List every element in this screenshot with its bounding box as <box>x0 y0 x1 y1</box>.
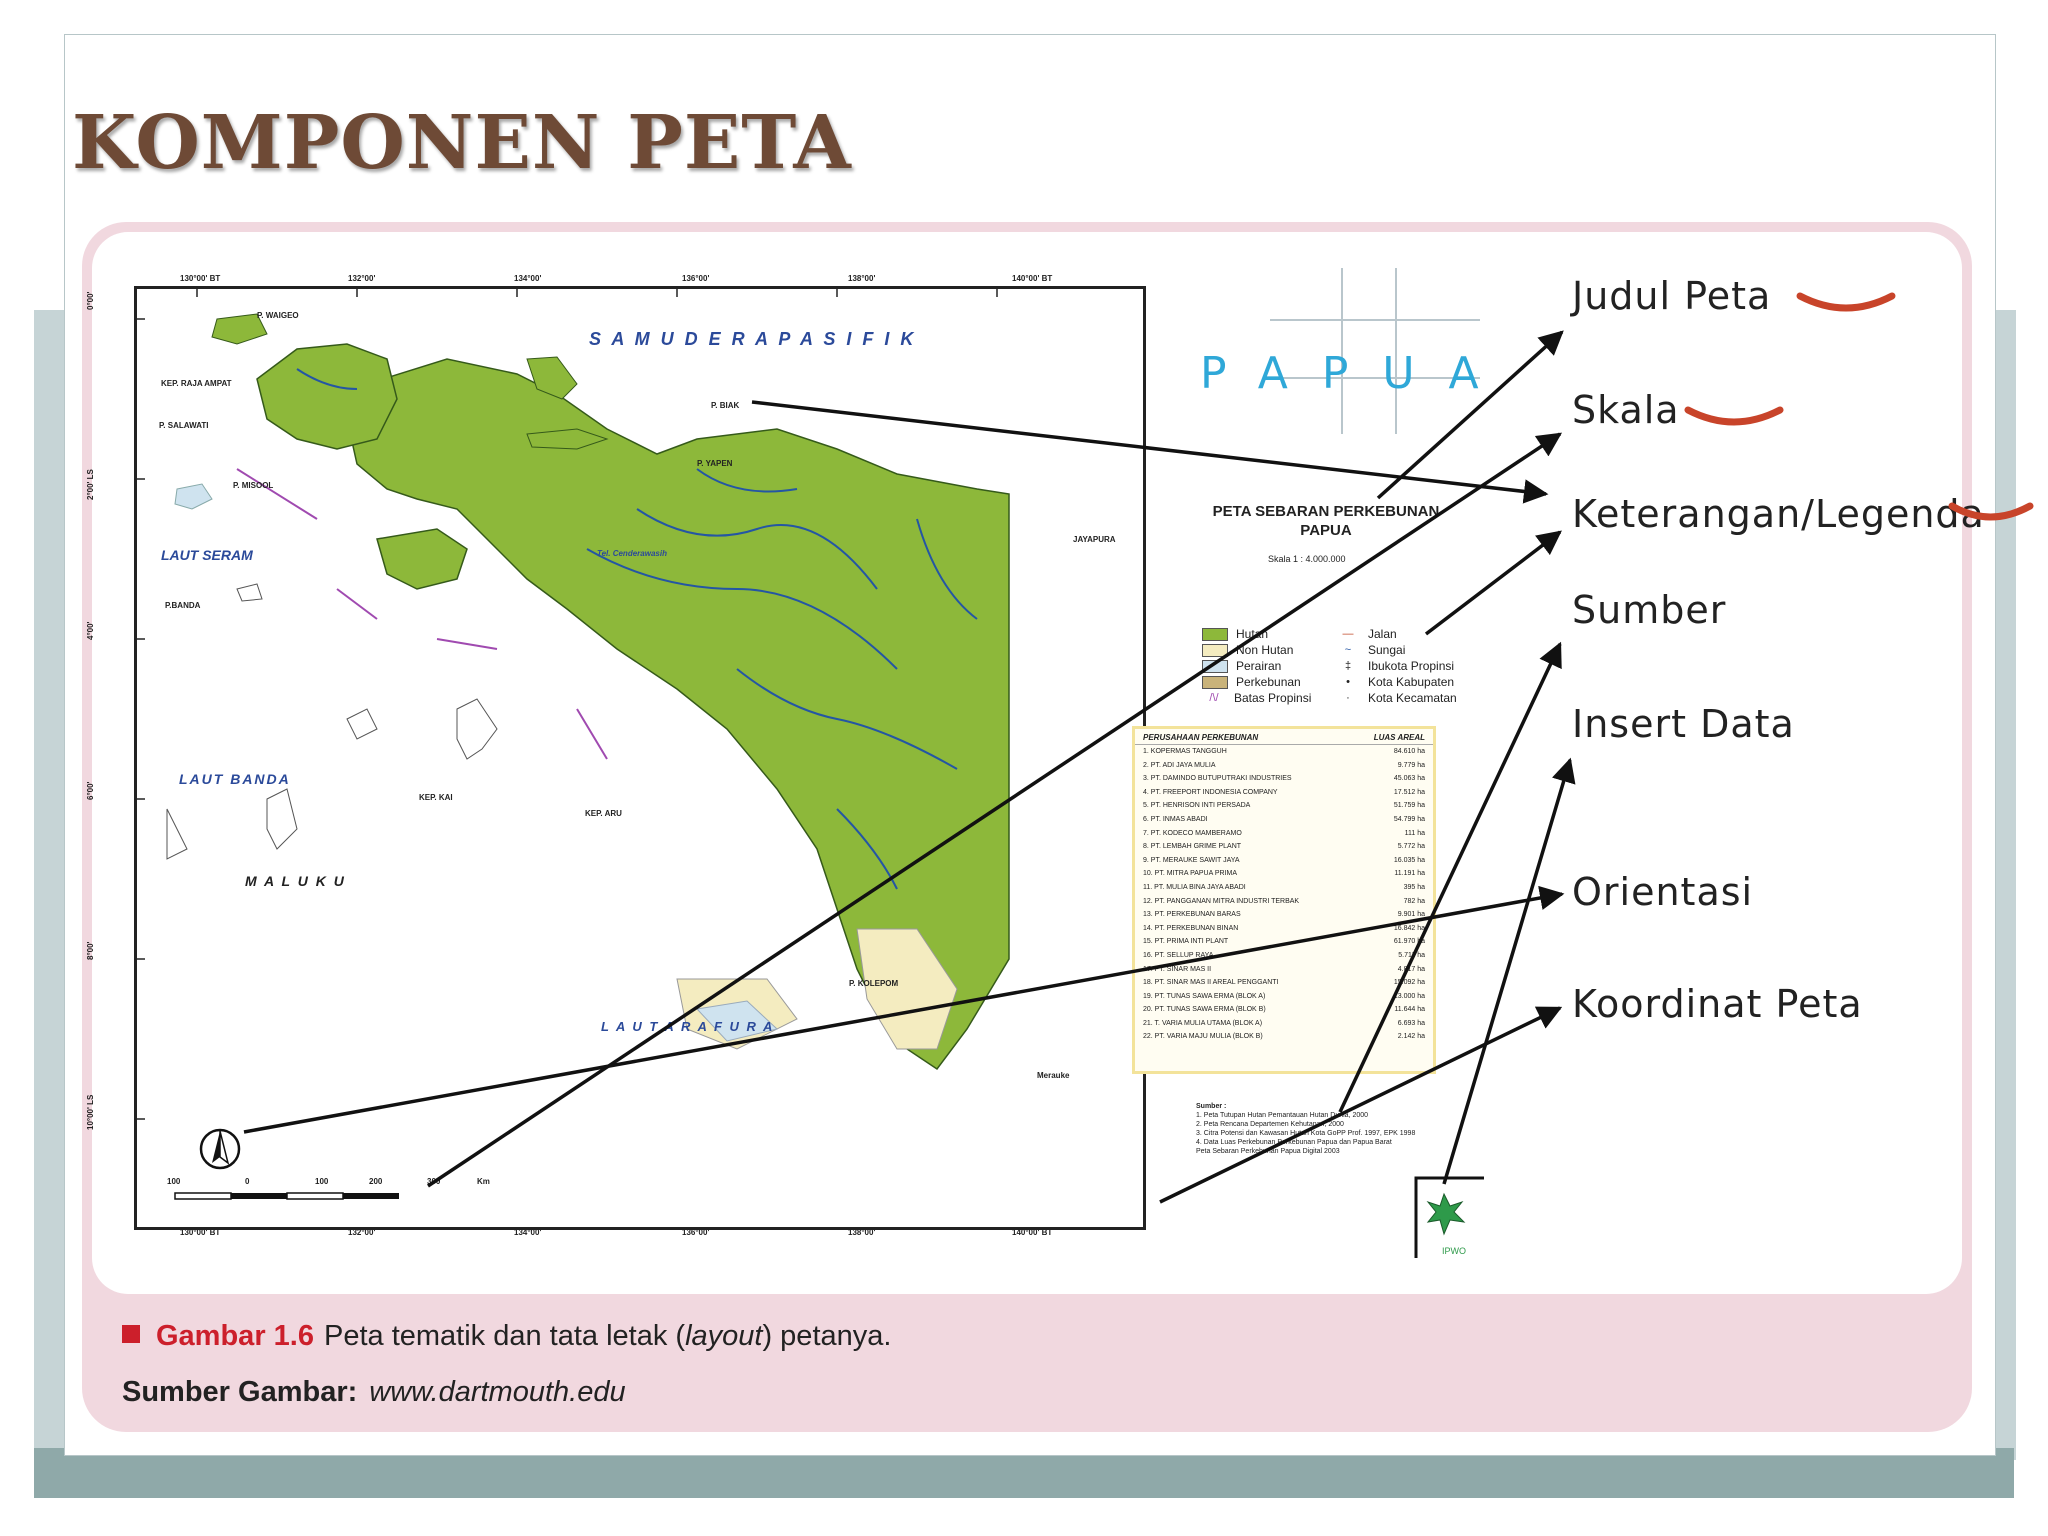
source-label: Sumber Gambar: <box>122 1376 358 1408</box>
scale-tick-0: 100 <box>167 1177 181 1186</box>
legend-item: Perairan <box>1202 658 1311 674</box>
scale-bar <box>175 1193 399 1199</box>
source-line: 1. Peta Tutupan Hutan Pemantauan Hutan Dunia, 2000 <box>1196 1112 1369 1119</box>
legend-item: Non Hutan <box>1202 642 1311 658</box>
table-header: PERUSAHAAN PERKEBUNAN LUAS AREAL <box>1135 729 1433 745</box>
map-drawing <box>137 289 1143 1227</box>
bottom-tick-4: 138°00' <box>848 1228 876 1237</box>
legend-item: Hutan <box>1202 626 1311 642</box>
table-row: 2. PT. ADI JAYA MULIA 9.779 ha <box>1143 761 1425 769</box>
table-row: 19. PT. TUNAS SAWA ERMA (BLOK A) 13.000 ha <box>1143 992 1425 1000</box>
caption-figure-number: Gambar 1.6 <box>156 1320 314 1352</box>
map-label-laut-seram: LAUT SERAM <box>161 547 253 563</box>
caption-bullet-icon <box>122 1325 140 1343</box>
figure-caption <box>122 1320 891 1353</box>
component-skala: Skala <box>1572 388 1680 432</box>
map-label-p-misool: P. MISOOL <box>233 481 274 490</box>
table-row: 22. PT. VARIA MAJU MULIA (BLOK B) 2.142 ha <box>1143 1033 1425 1041</box>
table-row: 1. KOPERMAS TANGGUH 84.610 ha <box>1143 748 1425 755</box>
bottom-tick-2: 134°00' <box>514 1228 542 1237</box>
table-row: 5. PT. HENRISON INTI PERSADA 51.759 ha <box>1143 802 1425 810</box>
map-label-p-kolepom: P. KOLEPOM <box>849 979 899 988</box>
left-tick-2: 4°00' <box>86 621 95 640</box>
map-label-p-yapen: P. YAPEN <box>697 459 733 468</box>
map-scale-text: Skala 1 : 4.000.000 <box>1268 554 1346 564</box>
component-koordinat: Koordinat Peta <box>1572 982 1863 1026</box>
legend-item: ~ Sungai <box>1344 643 1406 657</box>
source-line: Sumber : <box>1196 1103 1227 1110</box>
left-tick-4: 8°00' <box>86 941 95 960</box>
map-label-p-salawati: P. SALAWATI <box>159 421 209 430</box>
map-label-kep-kai: KEP. KAI <box>419 793 453 802</box>
left-tick-0: 0°00' <box>86 291 95 310</box>
bottom-tick-0: 130°00' BT <box>180 1228 221 1237</box>
top-tick-5: 140°00' BT <box>1012 274 1053 283</box>
map-label-laut-banda: LAUT BANDA <box>179 771 291 787</box>
top-tick-2: 134°00' <box>514 274 542 283</box>
table-row: 17. PT. SINAR MAS II 4.817 ha <box>1143 965 1425 973</box>
map-title: PETA SEBARAN PERKEBUNAN PAPUA <box>1212 503 1440 539</box>
map-label-maluku: M A L U K U <box>245 873 346 889</box>
table-row: 4. PT. FREEPORT INDONESIA COMPANY 17.512 ha <box>1143 788 1425 796</box>
map-label-samudera: S A M U D E R A P A S I F I K <box>589 329 917 349</box>
left-tick-3: 6°00' <box>86 781 95 800</box>
map-label-p-biak: P. BIAK <box>711 401 740 410</box>
bottom-tick-1: 132°00' <box>348 1228 376 1237</box>
map-label-tel-cenderawasih: Tel. Cenderawasih <box>597 549 667 558</box>
table-row: 6. PT. INMAS ABADI 54.799 ha <box>1143 815 1425 823</box>
figure-source <box>122 1376 626 1409</box>
table-row: 18. PT. SINAR MAS II AREAL PENGGANTI 15.092 ha <box>1143 979 1425 987</box>
source-line: 3. Citra Potensi dan Kawasan Hutan Kota GoPP Prof. 1997, EPK 1998 <box>1196 1130 1416 1137</box>
left-tick-1: 2°00' LS <box>86 469 95 500</box>
caption-text-italic: layout <box>685 1320 763 1352</box>
scale-tick-4: 300 <box>427 1177 441 1186</box>
legend-item: ― Jalan <box>1342 627 1397 641</box>
table-row: 16. PT. SELLUP RAYA 5.711 ha <box>1143 951 1425 959</box>
north-arrow-icon <box>201 1130 239 1168</box>
component-legenda: Keterangan/Legenda <box>1572 492 1985 536</box>
source-line: 4. Data Luas Perkebunan Perkebunan Papua dan Papua Barat <box>1196 1139 1392 1146</box>
component-insert-data: Insert Data <box>1572 702 1795 746</box>
component-judul-peta: Judul Peta <box>1572 274 1772 318</box>
source-line: Peta Sebaran Perkebunan Papua Digital 2003 <box>1196 1148 1340 1155</box>
ipwo-text: IPWO <box>1442 1246 1466 1256</box>
ipwo-logo <box>1414 1176 1484 1258</box>
scale-tick-2: 100 <box>315 1177 329 1186</box>
table-row: 14. PT. PERKEBUNAN BINAN 16.842 ha <box>1143 924 1425 932</box>
map-label-p-waigeo: P. WAIGEO <box>257 311 299 320</box>
insert-data-table <box>1132 726 1436 1074</box>
map-sources <box>1196 1102 1466 1156</box>
table-row: 10. PT. MITRA PAPUA PRIMA 11.191 ha <box>1143 870 1425 878</box>
table-row: 11. PT. MULIA BINA JAYA ABADI 395 ha <box>1143 883 1425 891</box>
frame-left-band <box>34 310 64 1460</box>
map-label-jayapura: JAYAPURA <box>1073 535 1116 544</box>
top-tick-0: 130°00' BT <box>180 274 221 283</box>
frame-right-band <box>1994 310 2016 1460</box>
table-row: 9. PT. MERAUKE SAWIT JAYA 16.035 ha <box>1143 856 1425 864</box>
scale-tick-1: 0 <box>245 1177 250 1186</box>
top-tick-1: 132°00' <box>348 274 376 283</box>
left-tick-5: 10°00' LS <box>86 1094 95 1130</box>
table-row: 12. PT. PANGGANAN MITRA INDUSTRI TERBAK 782 ha <box>1143 897 1425 905</box>
map-label-merauke: Merauke <box>1037 1071 1070 1080</box>
component-sumber: Sumber <box>1572 588 1727 632</box>
scale-unit: Km <box>477 1177 490 1186</box>
table-row: 21. T. VARIA MULIA UTAMA (BLOK A) 6.693 ha <box>1143 1019 1425 1027</box>
legend-item: • Kota Kabupaten <box>1346 675 1455 689</box>
map-label-kep-aru: KEP. ARU <box>585 809 622 818</box>
component-orientasi: Orientasi <box>1572 870 1754 914</box>
table-row: 7. PT. KODECO MAMBERAMO 111 ha <box>1143 829 1425 837</box>
map-label-kep-raja-ampat: KEP. RAJA AMPAT <box>161 379 232 388</box>
caption-text-a: Peta tematik dan tata letak ( <box>323 1320 686 1352</box>
table-row: 8. PT. LEMBAH GRIME PLANT 5.772 ha <box>1143 843 1425 851</box>
source-link[interactable]: www.dartmouth.edu <box>369 1376 626 1408</box>
papua-map <box>134 286 1146 1230</box>
slide-title: KOMPONEN PETA <box>72 100 852 186</box>
top-tick-4: 138°00' <box>848 274 876 283</box>
bottom-tick-3: 136°00' <box>682 1228 710 1237</box>
scale-tick-3: 200 <box>369 1177 383 1186</box>
bottom-tick-5: 140°00' BT <box>1012 1228 1053 1237</box>
source-line: 2. Peta Rencana Departemen Kehutanan, 2000 <box>1196 1121 1344 1128</box>
legend-item: /\/ Batas Propinsi <box>1209 691 1312 705</box>
legend-item: ‡ Ibukota Propinsi <box>1344 659 1455 673</box>
legend-item: · Kota Kecamatan <box>1346 691 1457 705</box>
table-row: 3. PT. DAMINDO BUTUPUTRAKI INDUSTRIES 45.063 ha <box>1143 775 1425 783</box>
table-row: 13. PT. PERKEBUNAN BARAS 9.901 ha <box>1143 911 1425 919</box>
legend-item: Perkebunan <box>1202 674 1311 690</box>
papua-logo: PAPUA <box>1200 348 1513 399</box>
caption-text-b: ) petanya. <box>762 1320 892 1352</box>
table-row: 20. PT. TUNAS SAWA ERMA (BLOK B) 11.644 ha <box>1143 1006 1425 1014</box>
map-label-p-banda: P.BANDA <box>165 601 201 610</box>
table-row: 15. PT. PRIMA INTI PLANT 61.970 ha <box>1143 938 1425 946</box>
map-label-laut-arafura: L A U T A R A F U R A <box>601 1019 775 1034</box>
top-tick-3: 136°00' <box>682 274 710 283</box>
